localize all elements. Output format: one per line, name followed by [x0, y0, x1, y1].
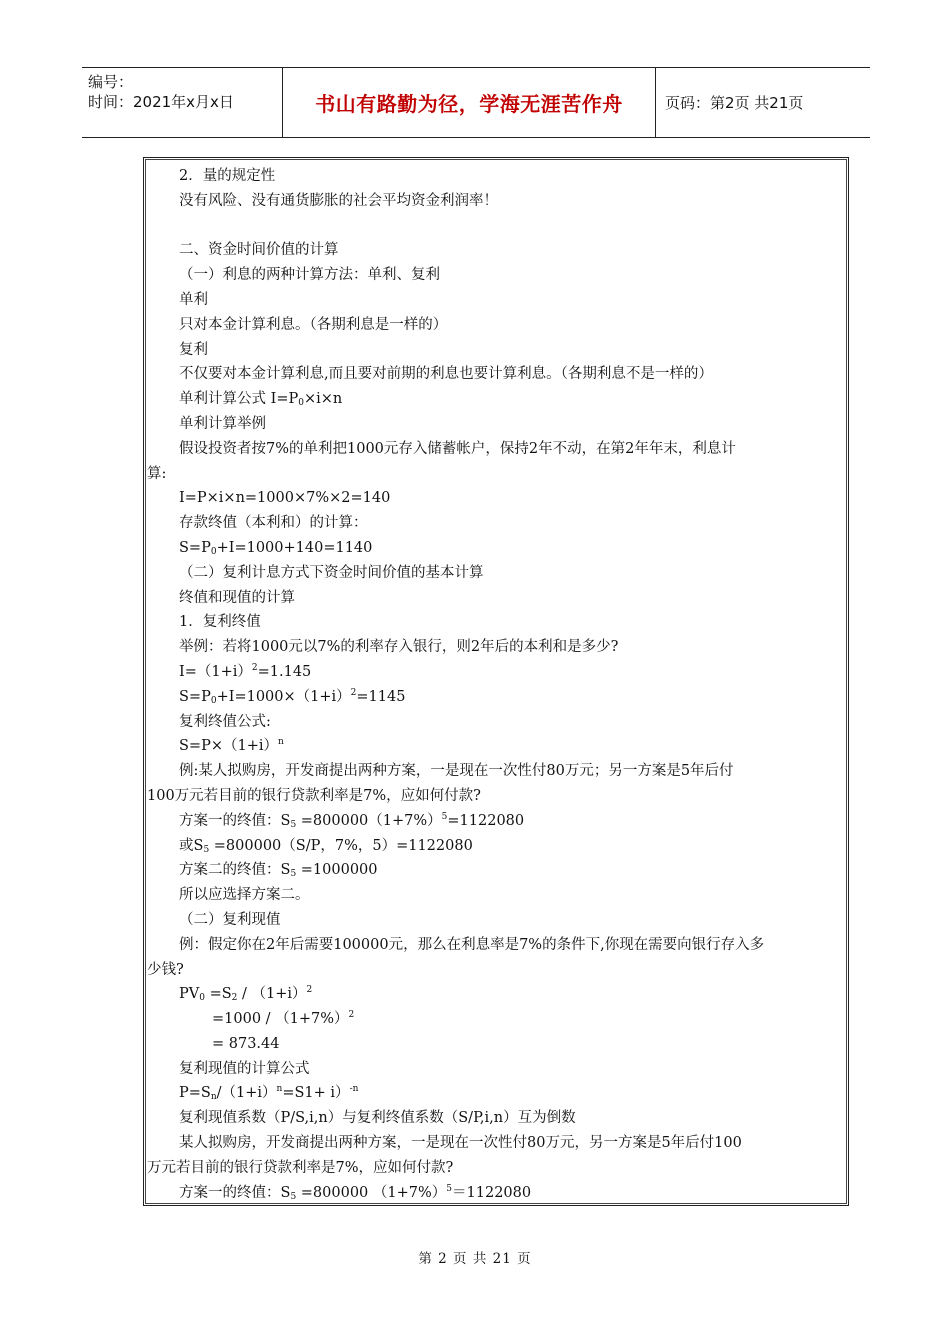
formula-line: $I=(1+i)^2=1.145$ [179, 662, 312, 680]
document-date-label: 时间：2021年x月x日 [88, 93, 234, 111]
text-line: 单利 [179, 291, 208, 308]
page-footer: 第 2 页 共 21 页 [418, 1251, 532, 1267]
formula-line: $S=P_0+I=1000\times(1+i)^2=1145$ [179, 687, 406, 706]
text-line: 假设投资者按7%的单利把1000元存入储蓄帐户，保持2年不动，在第2年年末，利息计 [179, 440, 736, 457]
page-header [82, 67, 870, 138]
text-line: 复利终值公式: [179, 713, 271, 730]
text-line: 2．量的规定性 [179, 168, 276, 184]
text-line: 不仅要对本金计算利息,而且要对前期的利息也要计算利息。（各期利息不是一样的） [179, 366, 713, 383]
formula-line: $=1000 / (1+7\%)^2$ [212, 1010, 355, 1028]
content-box [143, 157, 849, 1206]
formula-line: = 873.44 [212, 1035, 280, 1052]
formula-line: 单利计算公式 $I=P_0\times i\times n$ [179, 391, 343, 409]
document-number-label: 编号： [88, 73, 134, 91]
text-line: 100万元若目前的银行贷款利率是7%，应如何付款? [147, 787, 481, 804]
subsection-heading: （一）利息的两种计算方法：单利、复利 [179, 267, 440, 284]
formula-line: $S=P\times(1+i)^n$ [179, 737, 284, 755]
formula-line: $P=S_n/(1+i)^n=S1+ i)^{-n}$ [179, 1084, 359, 1103]
subsection-heading: （二）复利计息方式下资金时间价值的基本计算 [179, 564, 484, 581]
text-line: 例:某人拟购房，开发商提出两种方案，一是现在一次性付80万元；另一方案是5年后付 [179, 763, 734, 780]
blank-line [146, 214, 846, 239]
text-line: 某人拟购房，开发商提出两种方案，一是现在一次性付80万元，另一方案是5年后付100 [179, 1135, 742, 1152]
text-line: 没有风险、没有通货膨胀的社会平均资金利润率！ [179, 192, 498, 209]
formula-line: 方案二的终值：$S_5 =1000000$ [179, 862, 378, 880]
formula-line: I=P×i×n=1000×7%×2=140 [179, 490, 391, 507]
text-line: 所以应选择方案二。 [179, 887, 310, 904]
section-heading: 二、资金时间价值的计算 [179, 242, 339, 259]
subsection-heading: （二）复利现值 [179, 911, 281, 928]
text-line: 复利现值系数（P/S,i,n）与复利终值系数（S/P,i,n）互为倒数 [179, 1110, 576, 1127]
header-motto: 书山有路勤为径，学海无涯苦作舟 [315, 92, 623, 116]
header-motto-cell [282, 68, 656, 137]
text-line: 终值和现值的计算 [179, 589, 295, 606]
text-line: 1．复利终值 [179, 614, 261, 631]
text-line: 复利 [179, 341, 208, 358]
text-line: 只对本金计算利息。（各期利息是一样的） [179, 316, 448, 333]
formula-line: 方案一的终值：$S_5 =800000(1+7\%)^5=1122080$ [179, 811, 525, 830]
text-line: 复利现值的计算公式 [179, 1060, 310, 1077]
formula-line: 方案一的终值：$S_5 =800000$ $(1+7\%)^5=1122080$ [179, 1183, 532, 1202]
content-body [146, 164, 846, 1205]
formula-line: $PV_0 =S_2 / (1+i)^2$ [179, 985, 313, 1004]
text-line: 单利计算举例 [179, 415, 266, 432]
text-line: 少钱? [147, 961, 184, 978]
header-page-info: 页码：第2页 共21页 [665, 94, 804, 112]
text-line: 例：假定你在2年后需要100000元，那么在利息率是7%的条件下,你现在需要向银行存入多 [179, 936, 765, 953]
formula-line: $S=P_0+I=1000+140=1140$ [179, 539, 373, 557]
header-meta [82, 68, 282, 137]
text-line: 算: [147, 465, 167, 482]
text-line: 万元若目前的银行贷款利率是7%，应如何付款? [147, 1159, 454, 1176]
text-line: 存款终值（本利和）的计算： [179, 515, 368, 532]
formula-line: 或$S_5 =800000(S/P$，7%，5）=1122080 [179, 837, 473, 855]
text-line: 举例：若将1000元以7%的利率存入银行，则2年后的本利和是多少? [179, 639, 619, 656]
